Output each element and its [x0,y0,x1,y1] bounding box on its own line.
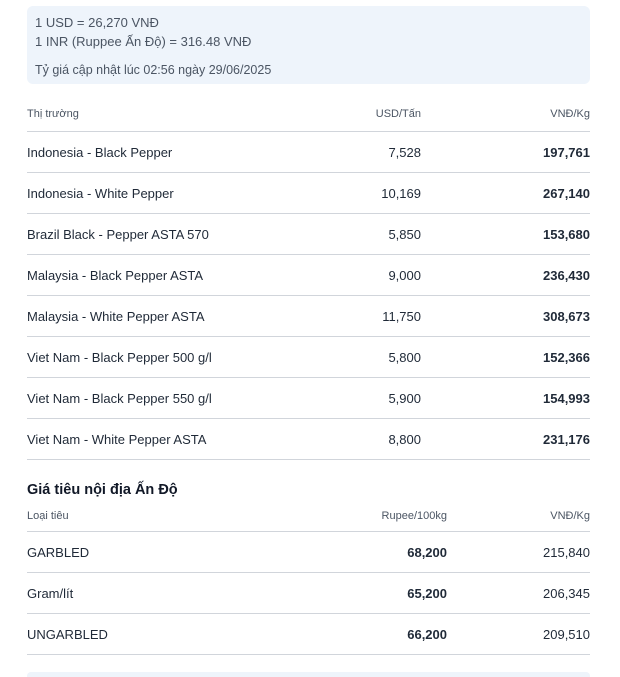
table-row [27,337,590,378]
table-row [27,255,590,296]
vnd-price: 153,680 [421,214,590,255]
table-row [27,573,590,614]
exchange-rate-box [27,6,590,84]
rupee-price: 66,200 [277,614,447,655]
vnd-price: 308,673 [421,296,590,337]
table-header-row [27,97,590,132]
usd-price: 5,800 [257,337,421,378]
market-name: Viet Nam - White Pepper ASTA [27,419,257,460]
rate-updated-time: Tỷ giá cập nhật lúc 02:56 ngày 29/06/2025 [35,63,272,77]
rupee-price: 68,200 [277,532,447,573]
vnd-price: 152,366 [421,337,590,378]
market-name: Indonesia - White Pepper [27,173,257,214]
pepper-type: GARBLED [27,532,277,573]
table-row [27,296,590,337]
rupee-price: 65,200 [277,573,447,614]
header-rupee-per-100kg: Rupee/100kg [277,501,447,532]
table-row [27,132,590,173]
usd-price: 8,800 [257,419,421,460]
usd-price: 7,528 [257,132,421,173]
pepper-type: UNGARBLED [27,614,277,655]
pepper-type: Gram/lít [27,573,277,614]
vnd-price: 197,761 [421,132,590,173]
usd-price: 11,750 [257,296,421,337]
table-row [27,419,590,460]
market-name: Malaysia - White Pepper ASTA [27,296,257,337]
vnd-price: 236,430 [421,255,590,296]
header-market: Thị trường [27,97,257,132]
header-usd-per-ton: USD/Tấn [257,97,421,132]
vnd-price: 231,176 [421,419,590,460]
table-row [27,614,590,655]
usd-price: 5,900 [257,378,421,419]
table-row [27,173,590,214]
market-name: Brazil Black - Pepper ASTA 570 [27,214,257,255]
header-vnd-per-kg: VNĐ/Kg [447,501,590,532]
inr-rate: 1 INR (Ruppee Ấn Độ) = 316.48 VNĐ [35,34,252,49]
india-section-title: Giá tiêu nội địa Ấn Độ [27,482,178,498]
usd-price: 5,850 [257,214,421,255]
vnd-price: 209,510 [447,614,590,655]
market-name: Viet Nam - Black Pepper 550 g/l [27,378,257,419]
usd-rate: 1 USD = 26,270 VNĐ [35,15,159,30]
market-name: Indonesia - Black Pepper [27,132,257,173]
usd-price: 10,169 [257,173,421,214]
world-pepper-price-table [27,97,590,460]
usd-price: 9,000 [257,255,421,296]
next-info-box-edge [27,672,590,677]
vnd-price: 215,840 [447,532,590,573]
vnd-price: 206,345 [447,573,590,614]
india-pepper-price-table [27,501,590,655]
market-name: Malaysia - Black Pepper ASTA [27,255,257,296]
header-pepper-type: Loại tiêu [27,501,277,532]
market-name: Viet Nam - Black Pepper 500 g/l [27,337,257,378]
header-vnd-per-kg: VNĐ/Kg [421,97,590,132]
table-header-row [27,501,590,532]
vnd-price: 267,140 [421,173,590,214]
table-row [27,532,590,573]
table-row [27,214,590,255]
table-row [27,378,590,419]
vnd-price: 154,993 [421,378,590,419]
